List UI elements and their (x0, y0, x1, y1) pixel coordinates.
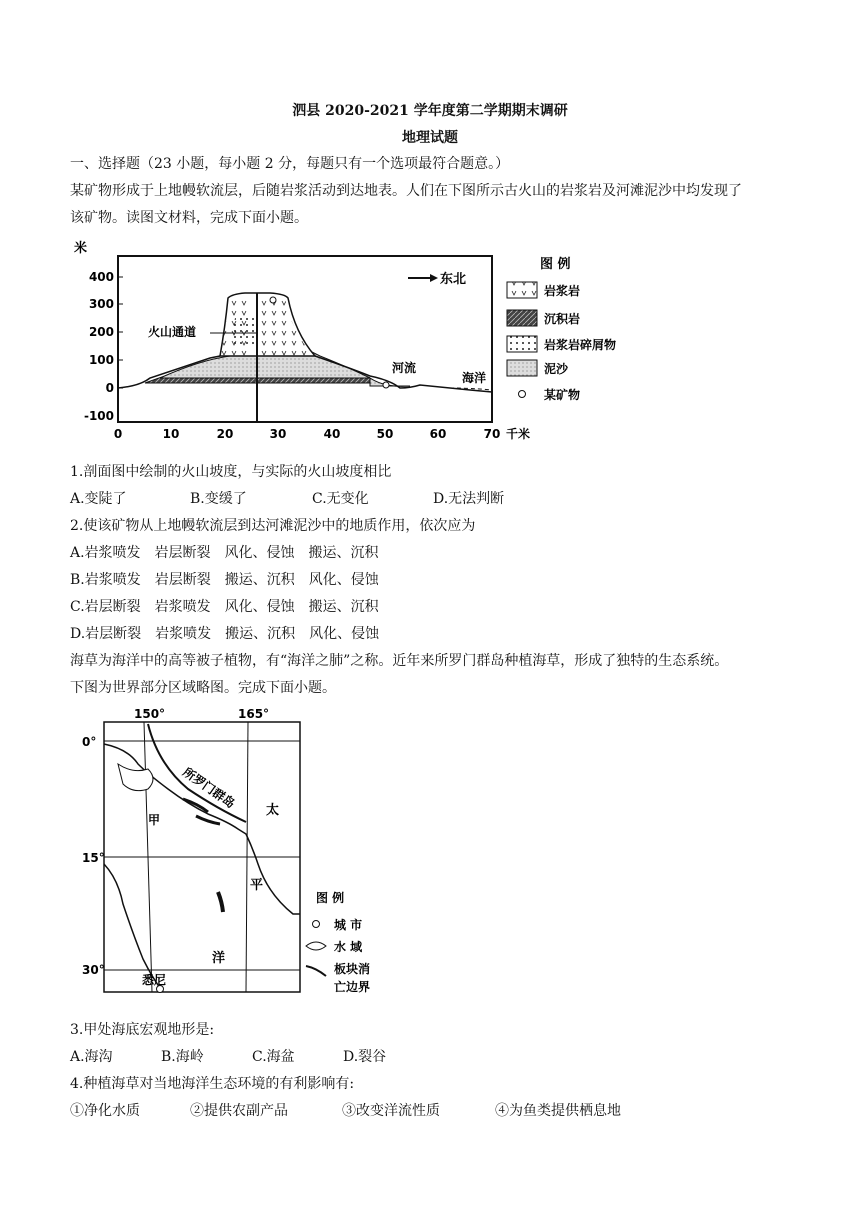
svg-text:300: 300 (88, 297, 114, 311)
svg-text:10: 10 (162, 427, 180, 441)
section-heading: 一、选择题（23 小题，每小题 2 分，每题只有一个选项最符合题意。） (70, 156, 510, 172)
page-title: 泗县 2020-2021 学年度第二学期期末调研 (292, 103, 568, 119)
x-unit-label: 千米 (506, 427, 531, 441)
q1-option-d: D.无法判断 (433, 491, 505, 507)
q3-stem: 3.甲处海底宏观地形是: (70, 1022, 215, 1038)
q3-option-c: C.海盆 (252, 1049, 295, 1065)
passage2-line1: 海草为海洋中的高等被子植物，有“海洋之肺”之称。近年来所罗门群岛种植海草，形成了独特的生态系统。 (70, 653, 729, 669)
river-label: 河流 (392, 361, 417, 375)
svg-text:亡边界: 亡边界 (334, 980, 371, 994)
svg-text:60: 60 (429, 427, 447, 441)
city-label: 悉尼 (142, 973, 167, 987)
tai-label: 太 (266, 803, 280, 818)
svg-text:100: 100 (88, 353, 114, 367)
svg-text:15°: 15° (82, 851, 105, 865)
solomon-map-figure (78, 704, 398, 1004)
vent-label: 火山通道 (148, 325, 197, 339)
direction-label: 东北 (440, 272, 467, 287)
svg-text:岩浆岩碎屑物: 岩浆岩碎屑物 (544, 338, 617, 352)
svg-text:165°: 165° (238, 707, 270, 721)
q1-option-c: C.无变化 (312, 491, 369, 507)
svg-text:40: 40 (323, 427, 341, 441)
q2-option-b: B.岩浆喷发 岩层断裂 搬运、沉积 风化、侵蚀 (70, 572, 379, 588)
q3-option-b: B.海岭 (161, 1049, 204, 1065)
q3-option-a: A.海沟 (70, 1049, 113, 1065)
islands-label: 所罗门群岛 (180, 764, 238, 811)
svg-text:200: 200 (88, 325, 114, 339)
passage1-line2: 该矿物。读图文材料，完成下面小题。 (70, 210, 308, 226)
svg-text:70: 70 (483, 427, 501, 441)
chart-frame (118, 256, 492, 422)
svg-text:150°: 150° (134, 707, 166, 721)
sea-label: 海洋 (462, 371, 487, 385)
svg-text:50: 50 (376, 427, 394, 441)
q1-option-b: B.变缓了 (190, 491, 247, 507)
yang-label: 洋 (212, 951, 226, 966)
q2-option-d: D.岩层断裂 岩浆喷发 搬运、沉积 风化、侵蚀 (70, 626, 380, 642)
svg-text:-100: -100 (83, 409, 114, 423)
svg-text:30: 30 (269, 427, 287, 441)
q4-stem: 4.种植海草对当地海洋生态环境的有利影响有: (70, 1076, 355, 1092)
svg-text:0°: 0° (82, 735, 97, 749)
q2-option-c: C.岩层断裂 岩浆喷发 风化、侵蚀 搬运、沉积 (70, 599, 379, 615)
q4-option-3: ③改变洋流性质 (342, 1103, 440, 1119)
jia-label: 甲 (148, 813, 161, 827)
svg-text:板块消: 板块消 (334, 962, 371, 976)
svg-text:0: 0 (113, 427, 123, 441)
q2-stem: 2.使该矿物从上地幔软流层到达河滩泥沙中的地质作用，依次应为 (70, 518, 476, 534)
passage1-line1: 某矿物形成于上地幔软流层，后随岩浆活动到达地表。人们在下图所示古火山的岩浆岩及河滩泥沙中均发现了 (70, 183, 742, 199)
q2-option-a: A.岩浆喷发 岩层断裂 风化、侵蚀 搬运、沉积 (70, 545, 379, 561)
q4-option-4: ④为鱼类提供栖息地 (495, 1103, 621, 1119)
svg-text:20: 20 (216, 427, 234, 441)
svg-text:沉积岩: 沉积岩 (544, 312, 581, 326)
legend1-title: 图 例 (540, 257, 571, 272)
svg-text:城 市: 城 市 (334, 918, 363, 932)
svg-text:某矿物: 某矿物 (544, 388, 581, 402)
svg-text:岩浆岩: 岩浆岩 (544, 284, 581, 298)
svg-text:400: 400 (88, 270, 114, 284)
y-unit-label: 米 (74, 241, 88, 256)
volcano-profile-figure (70, 238, 650, 448)
page-subtitle: 地理试题 (402, 130, 458, 146)
q1-stem: 1.剖面图中绘制的火山坡度，与实际的火山坡度相比 (70, 464, 392, 480)
ping-label: 平 (250, 878, 264, 893)
svg-text:泥沙: 泥沙 (544, 362, 569, 376)
q3-option-d: D.裂谷 (343, 1049, 387, 1065)
svg-text:30°: 30° (82, 963, 105, 977)
svg-text:0: 0 (105, 381, 114, 395)
legend2-title: 图 例 (316, 891, 345, 905)
svg-text:水 域: 水 域 (334, 940, 363, 954)
q4-option-1: ①净化水质 (70, 1103, 140, 1119)
q4-option-2: ②提供农副产品 (190, 1103, 288, 1119)
q1-option-a: A.变陡了 (70, 491, 127, 507)
passage2-line2: 下图为世界部分区域略图。完成下面小题。 (70, 680, 336, 696)
